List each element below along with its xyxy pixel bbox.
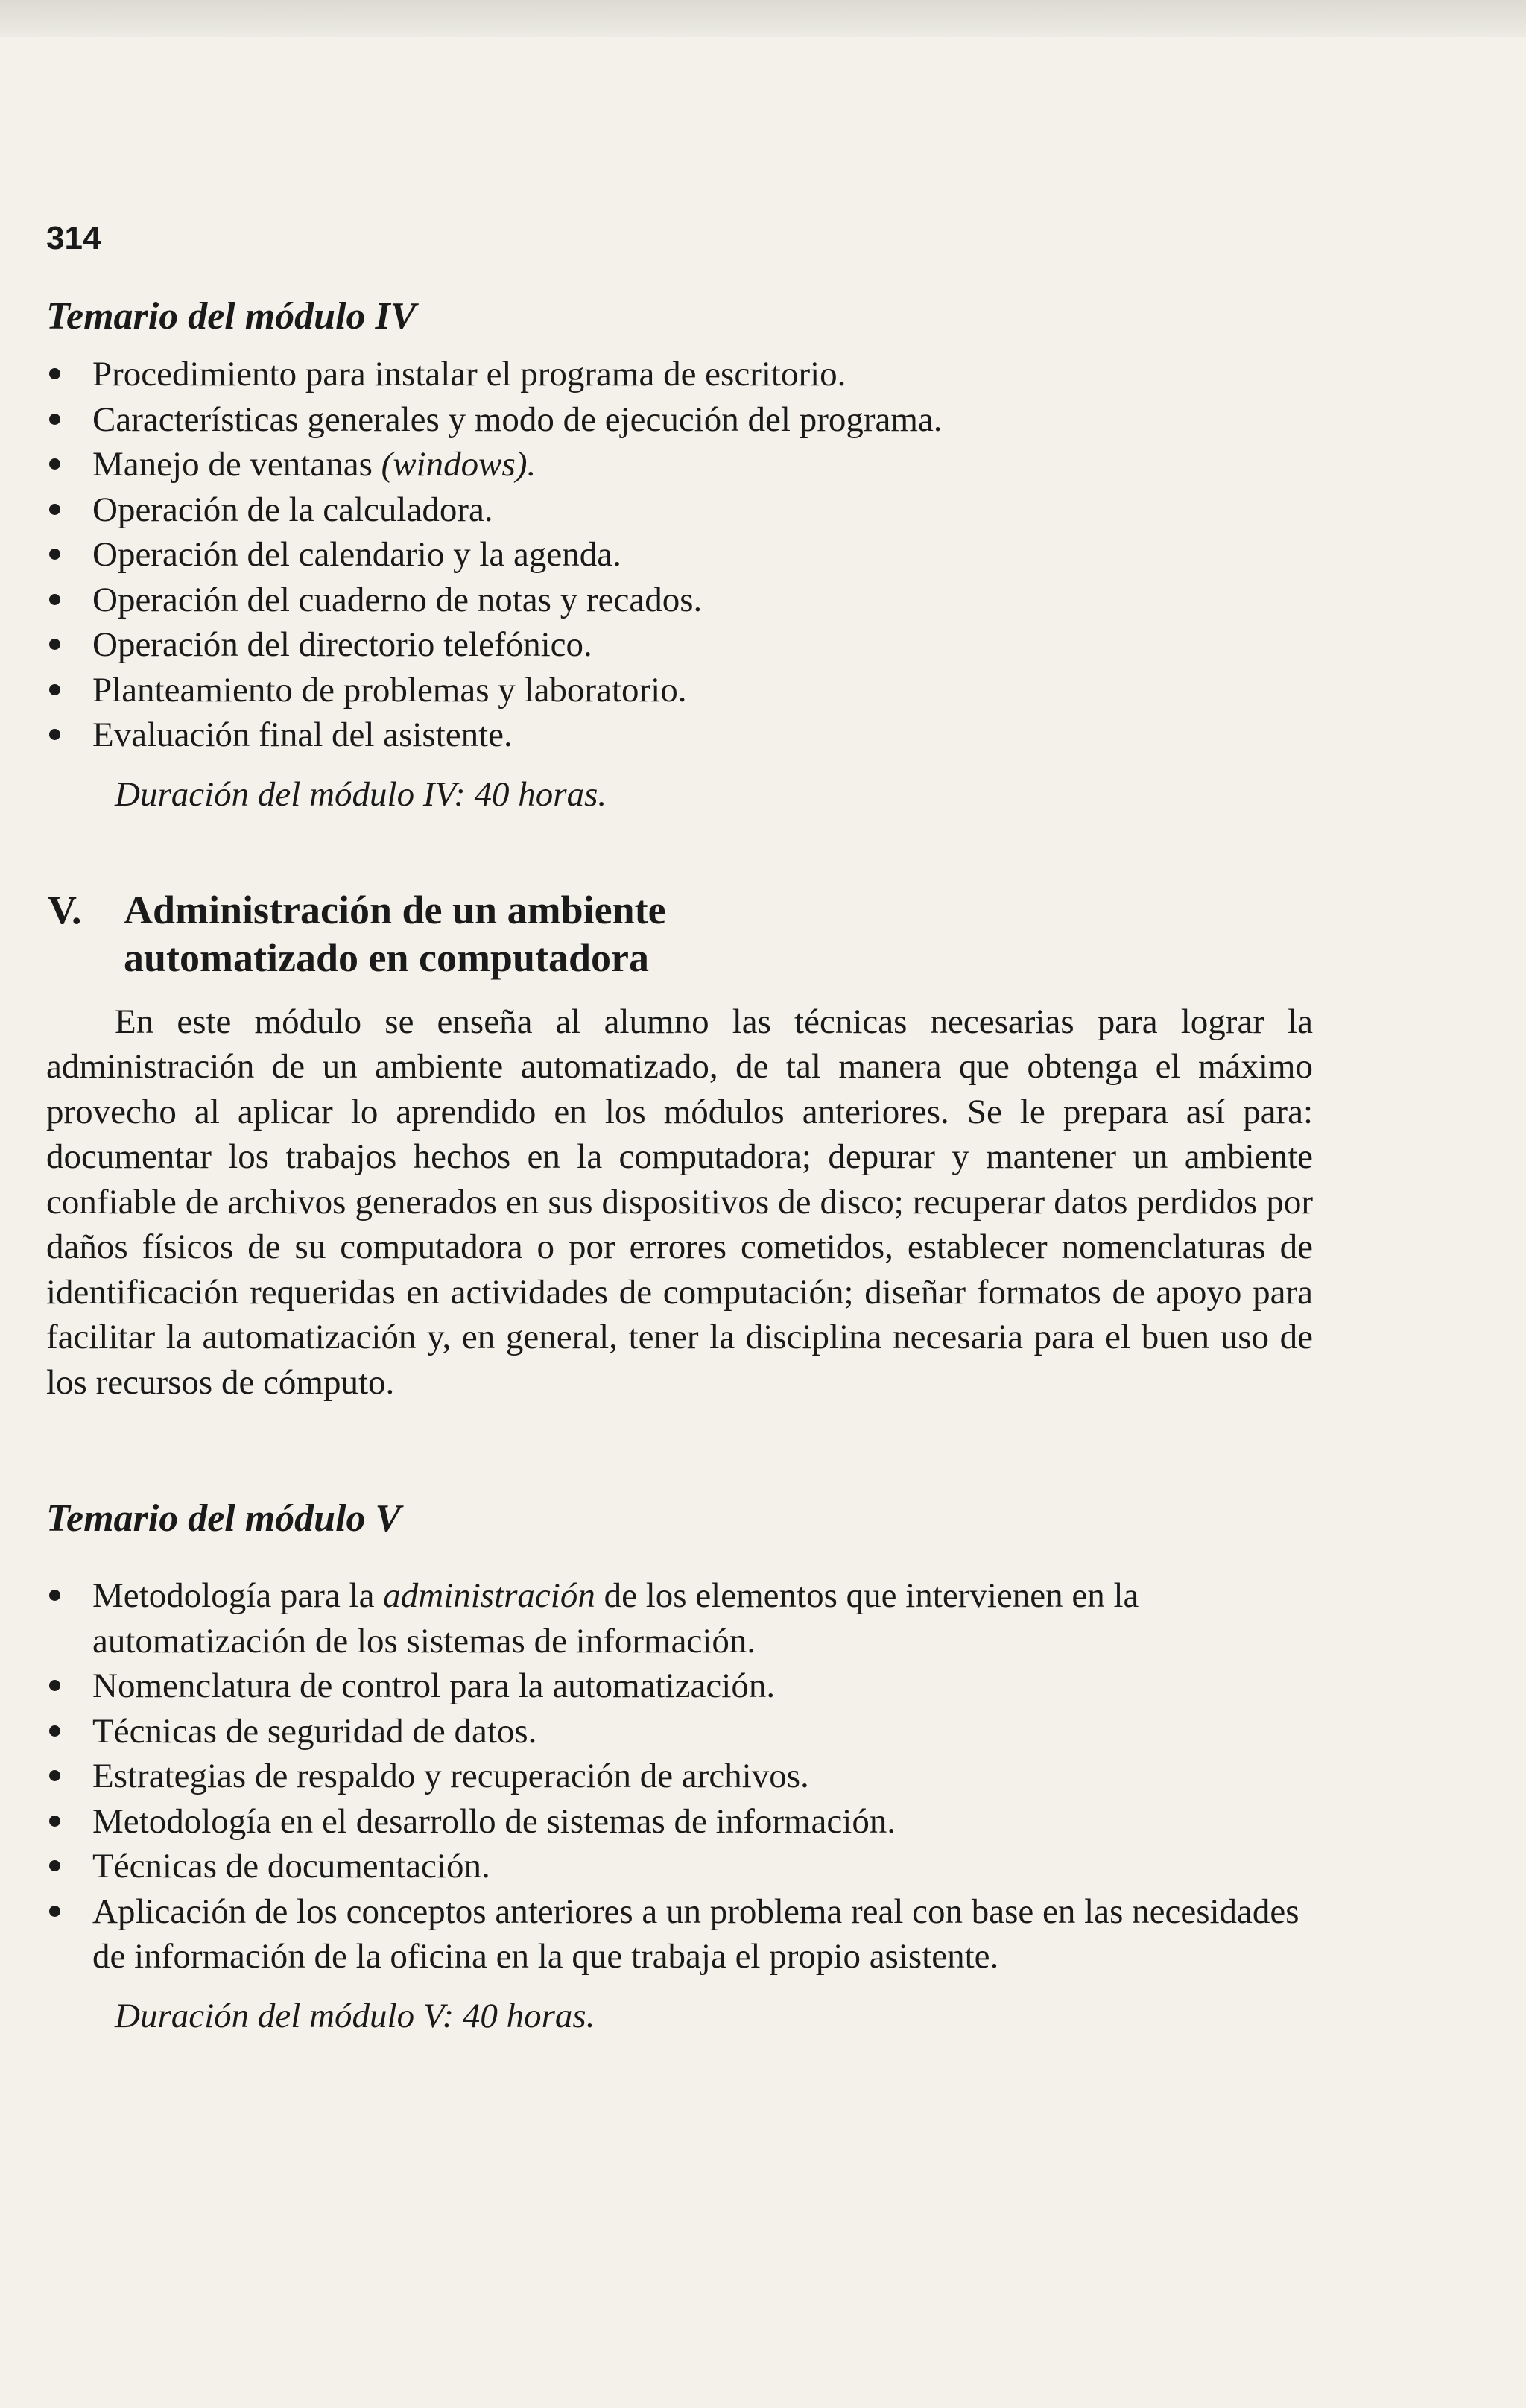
list-item: Metodología en el desarrollo de sistemas de información. [46,1799,1313,1845]
topic-text: de los elementos que intervienen en la automatización de los sistemas de información. [92,1576,1139,1660]
section-title-line: Administración de un ambiente [124,887,666,932]
list-item: Operación de la calculadora. [46,487,1313,533]
list-item: Operación del cuaderno de notas y recados. [46,578,1313,623]
module-iv-heading: Temario del módulo IV [46,295,417,338]
list-item: Operación del directorio telefónico. [46,622,1313,668]
list-item: Características generales y modo de ejecución del programa. [46,397,1313,443]
section-numeral: V. [48,887,82,932]
list-item [46,1573,1313,1663]
list-item: Nomenclatura de control para la automatización. [46,1663,1313,1709]
section-title-line: automatizado en computadora [124,935,649,980]
scan-top-edge [0,0,1526,37]
section-title [124,886,1313,982]
topic-text: Metodología para la [92,1576,375,1615]
list-item: Técnicas de documentación. [46,1844,1313,1889]
list-item: Estrategias de respaldo y recuperación de archivos. [46,1754,1313,1799]
section-v-heading [46,886,1313,982]
module-v-duration: Duración del módulo V: 40 horas. [115,1996,595,2035]
module-v-heading: Temario del módulo V [46,1497,402,1540]
list-item: Planteamiento de problemas y laboratorio. [46,668,1313,713]
module-iv-topic-list [46,352,1313,758]
list-item [46,442,1313,487]
list-item: Técnicas de seguridad de datos. [46,1709,1313,1754]
topic-text: Manejo de ventanas [92,445,373,484]
module-iv-duration: Duración del módulo IV: 40 horas. [115,774,607,814]
list-item: Evaluación final del asistente. [46,712,1313,758]
page-number: 314 [46,220,101,256]
list-item: Aplicación de los conceptos anteriores a un problema real con base en las necesidades de información de la oficina en la que trabaja el propio asistente. [46,1889,1313,1979]
topic-italic-text: (windows). [381,445,536,484]
list-item: Procedimiento para instalar el programa de escritorio. [46,352,1313,397]
list-item: Operación del calendario y la agenda. [46,532,1313,578]
topic-italic-text: administración [383,1576,595,1615]
module-v-topic-list [46,1573,1313,1979]
section-v-paragraph: En este módulo se enseña al alumno las técnicas necesarias para lograr la administración de un ambiente automatizado, de tal manera que obtenga el máximo provecho al aplicar lo aprendido en los módulos anteriores. Se le prepara así para: documentar los trabajos hechos en la computadora; depurar y mantener un ambiente confiable de archivos generados en sus dispositivos de disco; recuperar datos perdidos por daños físicos de su computadora o por errores cometidos, establecer nomenclaturas de identificación requeridas en actividades de computación; diseñar formatos de apoyo para facilitar la automatización y, en general, tener la disciplina necesaria para el buen uso de los recursos de cómputo. [46,1002,1313,1402]
page-content [46,216,1313,2039]
